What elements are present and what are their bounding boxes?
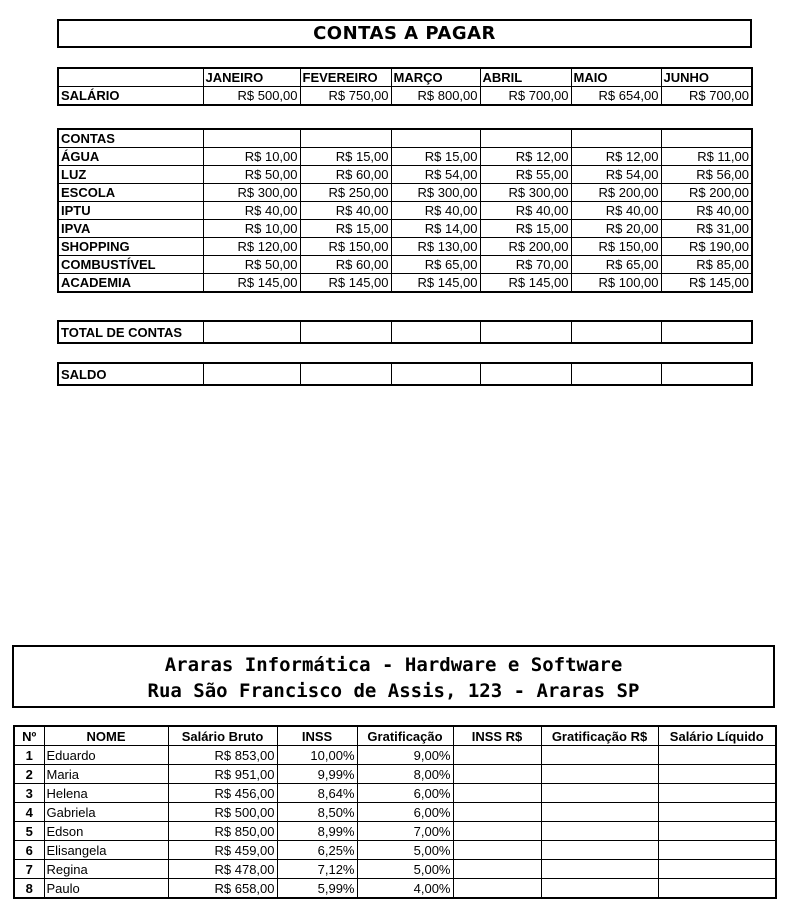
contas-label: CONTAS bbox=[58, 129, 203, 148]
conta-value: R$ 60,00 bbox=[300, 256, 391, 274]
gratificacao-value bbox=[541, 765, 658, 784]
saldo-cell bbox=[300, 363, 391, 385]
saldo-cell bbox=[571, 363, 661, 385]
gratificacao-percent: 7,00% bbox=[357, 822, 453, 841]
conta-value: R$ 145,00 bbox=[300, 274, 391, 293]
month-header: FEVEREIRO bbox=[300, 68, 391, 87]
employee-number: 7 bbox=[14, 860, 44, 879]
inss-percent: 10,00% bbox=[277, 746, 357, 765]
conta-value: R$ 10,00 bbox=[203, 220, 300, 238]
conta-row bbox=[58, 238, 752, 256]
inss-value bbox=[453, 746, 541, 765]
conta-name: IPVA bbox=[58, 220, 203, 238]
col-header: INSS R$ bbox=[453, 726, 541, 746]
conta-value: R$ 54,00 bbox=[391, 166, 480, 184]
employee-row bbox=[14, 822, 776, 841]
conta-value: R$ 14,00 bbox=[391, 220, 480, 238]
contas-title: CONTAS A PAGAR bbox=[57, 19, 752, 48]
inss-value bbox=[453, 803, 541, 822]
conta-name: LUZ bbox=[58, 166, 203, 184]
inss-value bbox=[453, 841, 541, 860]
conta-value: R$ 200,00 bbox=[661, 184, 752, 202]
contas-header-row bbox=[58, 129, 752, 148]
employee-name: Gabriela bbox=[44, 803, 168, 822]
month-header: MARÇO bbox=[391, 68, 480, 87]
saldo-row bbox=[58, 363, 752, 385]
gratificacao-percent: 6,00% bbox=[357, 784, 453, 803]
total-cell bbox=[300, 321, 391, 343]
total-cell bbox=[571, 321, 661, 343]
conta-value: R$ 40,00 bbox=[203, 202, 300, 220]
gratificacao-value bbox=[541, 860, 658, 879]
salario-bruto: R$ 500,00 bbox=[168, 803, 277, 822]
inss-percent: 7,12% bbox=[277, 860, 357, 879]
salario-liquido bbox=[658, 746, 776, 765]
salary-cell: R$ 700,00 bbox=[661, 87, 752, 106]
conta-row bbox=[58, 274, 752, 293]
month-header: MAIO bbox=[571, 68, 661, 87]
employee-name: Helena bbox=[44, 784, 168, 803]
col-header: INSS bbox=[277, 726, 357, 746]
gratificacao-value bbox=[541, 803, 658, 822]
salary-table bbox=[57, 67, 753, 106]
conta-value: R$ 40,00 bbox=[391, 202, 480, 220]
inss-percent: 8,64% bbox=[277, 784, 357, 803]
salario-bruto: R$ 456,00 bbox=[168, 784, 277, 803]
saldo-cell bbox=[391, 363, 480, 385]
total-cell bbox=[661, 321, 752, 343]
salario-liquido bbox=[658, 879, 776, 899]
inss-value bbox=[453, 822, 541, 841]
salario-liquido bbox=[658, 784, 776, 803]
total-cell bbox=[391, 321, 480, 343]
saldo-cell bbox=[203, 363, 300, 385]
saldo-table bbox=[57, 362, 753, 386]
salario-liquido bbox=[658, 803, 776, 822]
conta-value: R$ 120,00 bbox=[203, 238, 300, 256]
conta-value: R$ 60,00 bbox=[300, 166, 391, 184]
conta-value: R$ 145,00 bbox=[391, 274, 480, 293]
inss-value bbox=[453, 860, 541, 879]
conta-value: R$ 31,00 bbox=[661, 220, 752, 238]
month-header: JANEIRO bbox=[203, 68, 300, 87]
conta-name: ACADEMIA bbox=[58, 274, 203, 293]
salario-bruto: R$ 459,00 bbox=[168, 841, 277, 860]
month-header: JUNHO bbox=[661, 68, 752, 87]
gratificacao-value bbox=[541, 746, 658, 765]
conta-name: ÁGUA bbox=[58, 148, 203, 166]
employee-row bbox=[14, 803, 776, 822]
gratificacao-percent: 4,00% bbox=[357, 879, 453, 899]
employee-row bbox=[14, 860, 776, 879]
col-header: Salário Bruto bbox=[168, 726, 277, 746]
conta-row bbox=[58, 184, 752, 202]
employee-number: 5 bbox=[14, 822, 44, 841]
employee-row bbox=[14, 879, 776, 899]
salary-cell: R$ 800,00 bbox=[391, 87, 480, 106]
inss-percent: 9,99% bbox=[277, 765, 357, 784]
conta-value: R$ 40,00 bbox=[661, 202, 752, 220]
employee-row bbox=[14, 841, 776, 860]
employees-header-row bbox=[14, 726, 776, 746]
saldo-cell bbox=[480, 363, 571, 385]
conta-value: R$ 20,00 bbox=[571, 220, 661, 238]
employee-name: Edson bbox=[44, 822, 168, 841]
gratificacao-percent: 6,00% bbox=[357, 803, 453, 822]
salario-liquido bbox=[658, 822, 776, 841]
conta-value: R$ 190,00 bbox=[661, 238, 752, 256]
empty-cell bbox=[203, 129, 300, 148]
inss-percent: 5,99% bbox=[277, 879, 357, 899]
salario-bruto: R$ 850,00 bbox=[168, 822, 277, 841]
inss-percent: 8,99% bbox=[277, 822, 357, 841]
conta-value: R$ 54,00 bbox=[571, 166, 661, 184]
conta-value: R$ 70,00 bbox=[480, 256, 571, 274]
gratificacao-value bbox=[541, 841, 658, 860]
conta-value: R$ 145,00 bbox=[661, 274, 752, 293]
salario-liquido bbox=[658, 841, 776, 860]
empty-cell bbox=[661, 129, 752, 148]
col-header: Nº bbox=[14, 726, 44, 746]
empty-cell bbox=[571, 129, 661, 148]
conta-value: R$ 200,00 bbox=[480, 238, 571, 256]
total-cell bbox=[203, 321, 300, 343]
employee-row bbox=[14, 765, 776, 784]
employee-name: Regina bbox=[44, 860, 168, 879]
employee-number: 2 bbox=[14, 765, 44, 784]
conta-value: R$ 100,00 bbox=[571, 274, 661, 293]
month-header: ABRIL bbox=[480, 68, 571, 87]
total-table bbox=[57, 320, 753, 344]
conta-value: R$ 130,00 bbox=[391, 238, 480, 256]
conta-value: R$ 150,00 bbox=[300, 238, 391, 256]
conta-value: R$ 300,00 bbox=[391, 184, 480, 202]
salary-cell: R$ 500,00 bbox=[203, 87, 300, 106]
salary-row bbox=[58, 87, 752, 106]
conta-row bbox=[58, 166, 752, 184]
employee-number: 6 bbox=[14, 841, 44, 860]
total-row bbox=[58, 321, 752, 343]
total-cell bbox=[480, 321, 571, 343]
conta-value: R$ 250,00 bbox=[300, 184, 391, 202]
conta-value: R$ 12,00 bbox=[571, 148, 661, 166]
conta-value: R$ 150,00 bbox=[571, 238, 661, 256]
inss-percent: 8,50% bbox=[277, 803, 357, 822]
conta-value: R$ 15,00 bbox=[300, 220, 391, 238]
employee-number: 1 bbox=[14, 746, 44, 765]
conta-value: R$ 50,00 bbox=[203, 166, 300, 184]
conta-value: R$ 50,00 bbox=[203, 256, 300, 274]
employee-row bbox=[14, 784, 776, 803]
empty-cell bbox=[58, 68, 203, 87]
employee-row bbox=[14, 746, 776, 765]
gratificacao-percent: 5,00% bbox=[357, 841, 453, 860]
conta-value: R$ 11,00 bbox=[661, 148, 752, 166]
salario-bruto: R$ 478,00 bbox=[168, 860, 277, 879]
salario-liquido bbox=[658, 765, 776, 784]
salario-bruto: R$ 951,00 bbox=[168, 765, 277, 784]
employee-number: 4 bbox=[14, 803, 44, 822]
employee-number: 8 bbox=[14, 879, 44, 899]
conta-value: R$ 15,00 bbox=[391, 148, 480, 166]
conta-name: IPTU bbox=[58, 202, 203, 220]
gratificacao-percent: 9,00% bbox=[357, 746, 453, 765]
months-header-row bbox=[58, 68, 752, 87]
company-name: Araras Informática - Hardware e Software bbox=[164, 654, 623, 676]
conta-value: R$ 56,00 bbox=[661, 166, 752, 184]
conta-name: COMBUSTÍVEL bbox=[58, 256, 203, 274]
conta-value: R$ 65,00 bbox=[571, 256, 661, 274]
inss-value bbox=[453, 879, 541, 899]
salary-cell: R$ 654,00 bbox=[571, 87, 661, 106]
company-title bbox=[12, 645, 775, 708]
conta-row bbox=[58, 220, 752, 238]
salary-cell: R$ 750,00 bbox=[300, 87, 391, 106]
conta-name: ESCOLA bbox=[58, 184, 203, 202]
salario-bruto: R$ 658,00 bbox=[168, 879, 277, 899]
conta-value: R$ 10,00 bbox=[203, 148, 300, 166]
conta-value: R$ 15,00 bbox=[300, 148, 391, 166]
employee-name: Paulo bbox=[44, 879, 168, 899]
conta-value: R$ 300,00 bbox=[203, 184, 300, 202]
contas-table bbox=[57, 128, 753, 293]
col-header: Gratificação bbox=[357, 726, 453, 746]
conta-value: R$ 55,00 bbox=[480, 166, 571, 184]
company-address: Rua São Francisco de Assis, 123 - Araras SP bbox=[147, 680, 640, 702]
conta-value: R$ 300,00 bbox=[480, 184, 571, 202]
conta-value: R$ 40,00 bbox=[300, 202, 391, 220]
empty-cell bbox=[300, 129, 391, 148]
conta-value: R$ 85,00 bbox=[661, 256, 752, 274]
col-header: Gratificação R$ bbox=[541, 726, 658, 746]
salario-bruto: R$ 853,00 bbox=[168, 746, 277, 765]
employee-number: 3 bbox=[14, 784, 44, 803]
gratificacao-percent: 5,00% bbox=[357, 860, 453, 879]
inss-percent: 6,25% bbox=[277, 841, 357, 860]
col-header: NOME bbox=[44, 726, 168, 746]
gratificacao-value bbox=[541, 784, 658, 803]
salary-label: SALÁRIO bbox=[58, 87, 203, 106]
conta-value: R$ 145,00 bbox=[480, 274, 571, 293]
gratificacao-percent: 8,00% bbox=[357, 765, 453, 784]
employee-name: Elisangela bbox=[44, 841, 168, 860]
conta-value: R$ 12,00 bbox=[480, 148, 571, 166]
conta-row bbox=[58, 202, 752, 220]
inss-value bbox=[453, 765, 541, 784]
saldo-label: SALDO bbox=[58, 363, 203, 385]
conta-value: R$ 65,00 bbox=[391, 256, 480, 274]
empty-cell bbox=[480, 129, 571, 148]
employee-name: Maria bbox=[44, 765, 168, 784]
conta-value: R$ 40,00 bbox=[571, 202, 661, 220]
employees-table bbox=[13, 725, 777, 899]
conta-value: R$ 145,00 bbox=[203, 274, 300, 293]
inss-value bbox=[453, 784, 541, 803]
conta-value: R$ 40,00 bbox=[480, 202, 571, 220]
saldo-cell bbox=[661, 363, 752, 385]
total-label: TOTAL DE CONTAS bbox=[58, 321, 203, 343]
conta-row bbox=[58, 148, 752, 166]
conta-value: R$ 15,00 bbox=[480, 220, 571, 238]
gratificacao-value bbox=[541, 879, 658, 899]
conta-name: SHOPPING bbox=[58, 238, 203, 256]
col-header: Salário Líquido bbox=[658, 726, 776, 746]
gratificacao-value bbox=[541, 822, 658, 841]
employee-name: Eduardo bbox=[44, 746, 168, 765]
salario-liquido bbox=[658, 860, 776, 879]
salary-cell: R$ 700,00 bbox=[480, 87, 571, 106]
empty-cell bbox=[391, 129, 480, 148]
conta-value: R$ 200,00 bbox=[571, 184, 661, 202]
conta-row bbox=[58, 256, 752, 274]
